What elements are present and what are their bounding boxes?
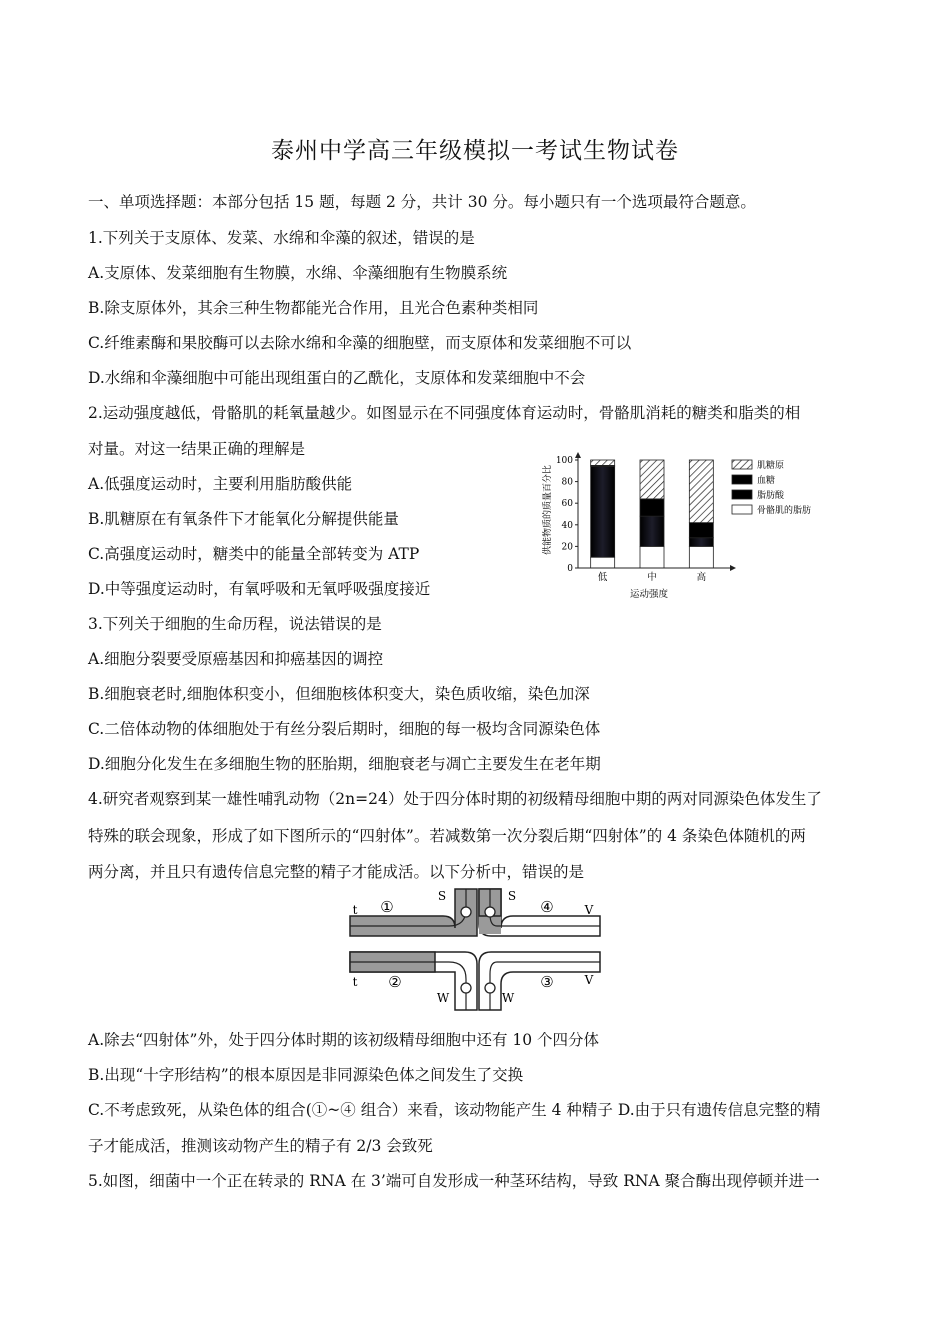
label-w-left: W	[436, 991, 450, 1005]
question-3-option-d: D.细胞分化发生在多细胞生物的胚胎期，细胞衰老与凋亡主要发生在老年期	[88, 755, 601, 773]
question-2-option-c: C.高强度运动时，糖类中的能量全部转变为 ATP	[88, 545, 420, 563]
page-title: 泰州中学高三年级模拟一考试生物试卷	[271, 138, 679, 164]
question-4-stem-line2: 特殊的联会现象，形成了如下图所示的“四射体”。若减数第一次分裂后期“四射体”的 4 条染色体随机的两	[88, 827, 806, 845]
label-s-left: S	[437, 889, 447, 903]
question-4-stem-line3: 两分离，并且只有遗传信息完整的精子才能成活。以下分析中，错误的是	[88, 863, 585, 881]
y-tick-label: 0	[567, 564, 573, 574]
bar-segment	[640, 460, 664, 499]
question-2-stem-line1: 2.运动强度越低，骨骼肌的耗氧量越少。如图显示在不同强度体育运动时，骨骼肌消耗的糖类和脂类的相	[88, 404, 801, 422]
label-t-top: t	[352, 903, 358, 917]
question-1-stem: 1.下列关于支原体、发菜、水绵和伞藻的叙述，错误的是	[88, 229, 475, 247]
legend-swatch	[732, 460, 752, 469]
bar-segment	[640, 499, 664, 516]
label-circled-2: ②	[388, 973, 402, 991]
y-axis-arrow	[575, 452, 581, 458]
question-4-stem-line1: 4.研究者观察到某一雄性哺乳动物（2n=24）处于四分体时期的初级精母细胞中期的两对同源染色体发生了	[88, 790, 822, 808]
centromere	[485, 983, 495, 993]
label-t-bottom: t	[352, 975, 358, 989]
legend-swatch	[732, 505, 752, 514]
question-2-stem-line2: 对量。对这一结果正确的理解是	[88, 440, 306, 458]
chromosome-arm-1	[350, 889, 477, 936]
bar-segment	[591, 466, 615, 557]
question-3-option-a: A.细胞分裂要受原癌基因和抑癌基因的调控	[88, 650, 384, 668]
chart-y-axis	[556, 452, 581, 574]
label-v-top: V	[584, 903, 594, 917]
chart-ylabel: 供能物质的质量百分比	[543, 464, 553, 556]
bar-segment	[689, 460, 713, 523]
legend-label: 骨骼肌的脂肪	[757, 506, 812, 516]
chart-legend	[732, 459, 811, 516]
legend-label: 肌糖原	[757, 461, 785, 471]
centromere	[461, 983, 471, 993]
label-circled-1: ①	[380, 898, 394, 916]
label-circled-3: ③	[540, 973, 554, 991]
centromere	[485, 907, 495, 917]
question-1-option-b: B.除支原体外，其余三种生物都能光合作用，且光合色素种类相同	[88, 299, 539, 317]
legend-swatch	[732, 490, 752, 499]
question-4-option-cd-line2: 子才能成活，推测该动物产生的精子有 2/3 会致死	[88, 1137, 433, 1155]
bar-segment	[591, 460, 615, 465]
x-tick-label: 低	[597, 572, 608, 583]
bar-segment	[689, 523, 713, 538]
y-tick-label: 40	[561, 520, 573, 531]
label-w-right: W	[501, 991, 515, 1005]
question-2-option-b: B.肌糖原在有氧条件下才能氧化分解提供能量	[88, 510, 399, 528]
chart-x-axis	[578, 565, 736, 583]
y-tick-label: 60	[561, 499, 573, 510]
chart-bars	[591, 460, 714, 568]
energy-source-chart	[536, 446, 836, 602]
section-header: 一、单项选择题：本部分包括 15 题，每题 2 分，共计 30 分。每小题只有一个选项最符合题意。	[88, 193, 756, 211]
question-3-option-c: C.二倍体动物的体细胞处于有丝分裂后期时，细胞的每一极均含同源染色体	[88, 720, 601, 738]
label-circled-4: ④	[540, 898, 554, 916]
legend-swatch	[732, 475, 752, 484]
question-2-option-d: D.中等强度运动时，有氧呼吸和无氧呼吸强度接近	[88, 580, 431, 598]
question-1-option-a: A.支原体、发菜细胞有生物膜，水绵、伞藻细胞有生物膜系统	[88, 264, 508, 282]
question-2-option-a: A.低强度运动时，主要利用脂肪酸供能	[88, 475, 353, 493]
chart-xlabel: 运动强度	[629, 589, 669, 600]
bar-segment	[689, 546, 713, 568]
x-tick-label: 中	[647, 572, 657, 583]
bar-segment	[640, 546, 664, 568]
question-5-stem: 5.如图，细菌中一个正在转录的 RNA 在 3’端可自发形成一种茎环结构，导致 RNA 聚合酶出现停顿并进一	[88, 1172, 820, 1190]
question-1-option-d: D.水绵和伞藻细胞中可能出现组蛋白的乙酰化，支原体和发菜细胞中不会	[88, 369, 586, 387]
x-tick-label: 高	[696, 572, 707, 583]
quadrivalent-figure	[345, 884, 605, 1014]
centromere	[461, 907, 471, 917]
bar-segment	[689, 538, 713, 547]
label-s-right: S	[507, 889, 517, 903]
bar-segment	[591, 557, 615, 568]
x-axis-arrow	[730, 565, 736, 571]
label-v-bottom: V	[584, 973, 594, 987]
question-3-option-b: B.细胞衰老时,细胞体积变小，但细胞核体积变大，染色质收缩，染色加深	[88, 685, 590, 703]
question-4-option-a: A.除去“四射体”外，处于四分体时期的该初级精母细胞中还有 10 个四分体	[88, 1031, 600, 1049]
y-tick-label: 80	[561, 477, 573, 488]
question-4-option-b: B.出现“十字形结构”的根本原因是非同源染色体之间发生了交换	[88, 1066, 524, 1084]
question-3-stem: 3.下列关于细胞的生命历程，说法错误的是	[88, 615, 382, 633]
y-tick-label: 20	[561, 542, 573, 553]
question-4-option-cd-line1: C.不考虑致死，从染色体的组合(①~④ 组合）来看，该动物能产生 4 种精子 D.由于只有遗传信息完整的精	[88, 1101, 821, 1119]
legend-label: 血糖	[757, 476, 776, 486]
y-tick-label: 100	[555, 456, 573, 466]
question-1-option-c: C.纤维素酶和果胶酶可以去除水绵和伞藻的细胞壁，而支原体和发菜细胞不可以	[88, 334, 632, 352]
legend-label: 脂肪酸	[757, 491, 785, 501]
bar-segment	[640, 516, 664, 546]
